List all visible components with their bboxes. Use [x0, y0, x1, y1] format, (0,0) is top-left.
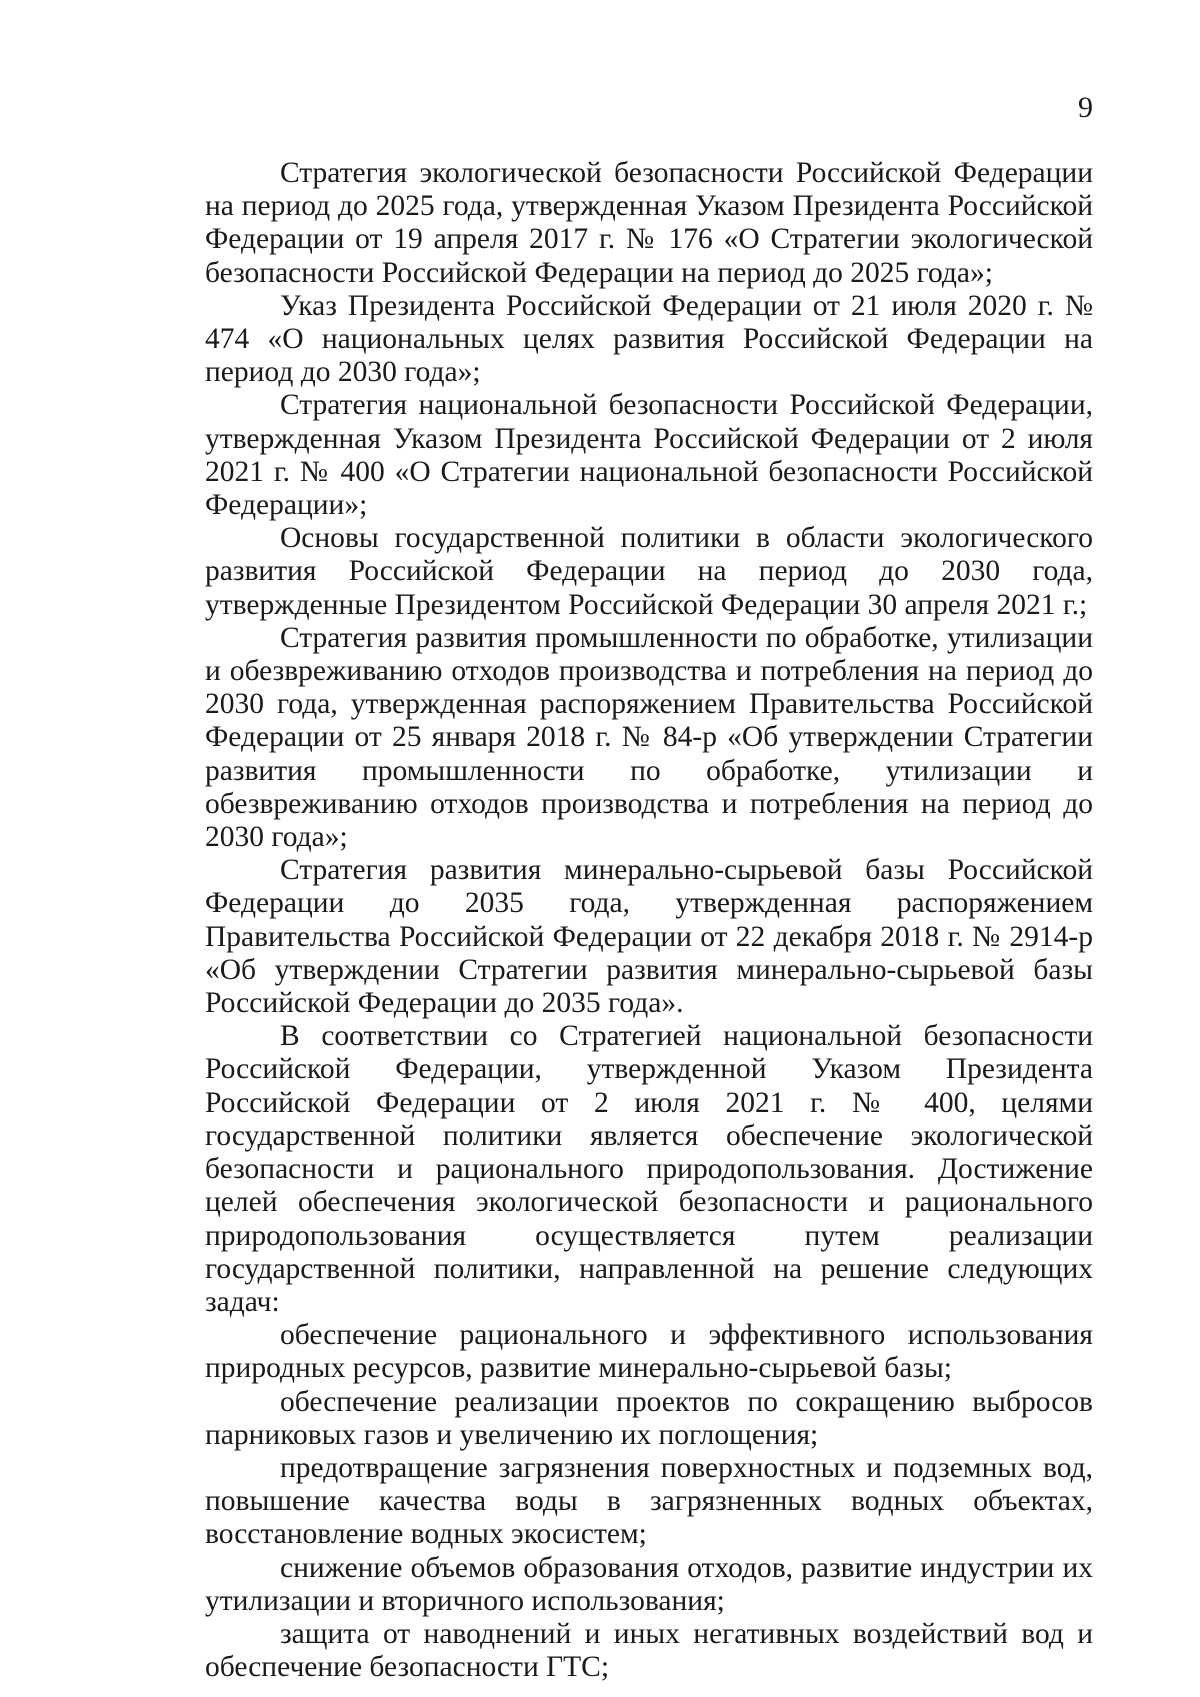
paragraph-national-goals-decree: Указ Президента Российской Федерации от 21 июля 2020 г. № 474 «О национальных целях развития Российской Федерации на период до 2030 года»; [205, 289, 1093, 389]
task-item-greenhouse-gases: обеспечение реализации проектов по сокращению выбросов парниковых газов и увеличению их поглощения; [205, 1385, 1093, 1451]
paragraph-ecological-security-strategy: Стратегия экологической безопасности Российской Федерации на период до 2025 года, утвержденная Указом Президента Российской Федерации от 19 апреля 2017 г. № 176 «О Стратегии экологической безопасности Российской Федерации на период до 2025 года»; [205, 157, 1093, 289]
paragraph-mineral-resource-strategy: Стратегия развития минерально-сырьевой базы Российской Федерации до 2035 года, утвержденная распоряжением Правительства Российской Федерации от 22 декабря 2018 г. № 2914-р «Об утверждении Стратегии развития минерально-сырьевой базы Российской Федерации до 2035 года». [205, 854, 1093, 1020]
task-item-flood-protection: защита от наводнений и иных негативных воздействий вод и обеспечение безопасности ГТС; [205, 1617, 1093, 1684]
paragraph-ecological-policy-foundations: Основы государственной политики в области экологического развития Российской Федерации на период до 2030 года, утвержденные Президентом Российской Федерации 30 апреля 2021 г.; [205, 522, 1093, 621]
paragraph-policy-goals: В соответствии со Стратегией национальной безопасности Российской Федерации, утвержденной Указом Президента Российской Федерации от 2 июля 2021 г. № 400, целями государственной политики является обеспечение экологической безопасности и рационального природопользования. Достижение целей обеспечения экологической безопасности и рационального природопользования осуществляется путем реализации государственной политики, направленной на решение следующих задач: [205, 1020, 1093, 1318]
task-item-water-pollution: предотвращение загрязнения поверхностных и подземных вод, повышение качества воды в загрязненных водных объектах, восстановление водных экосистем; [205, 1451, 1093, 1551]
task-item-natural-resources: обеспечение рационального и эффективного использования природных ресурсов, развитие минерально-сырьевой базы; [205, 1319, 1093, 1385]
document-body [205, 157, 1093, 1684]
page-number: 9 [1078, 91, 1093, 124]
task-item-waste-reduction: снижение объемов образования отходов, развитие индустрии их утилизации и вторичного использования; [205, 1551, 1093, 1617]
paragraph-national-security-strategy: Стратегия национальной безопасности Российской Федерации, утвержденная Указом Президента Российской Федерации от 2 июля 2021 г. № 400 «О Стратегии национальной безопасности Российской Федерации»; [205, 389, 1093, 522]
paragraph-waste-industry-strategy: Стратегия развития промышленности по обработке, утилизации и обезвреживанию отходов производства и потребления на период до 2030 года, утвержденная распоряжением Правительства Российской Федерации от 25 января 2018 г. № 84-р «Об утверждении Стратегии развития промышленности по обработке, утилизации и обезвреживанию отходов производства и потребления на период до 2030 года»; [205, 621, 1093, 854]
